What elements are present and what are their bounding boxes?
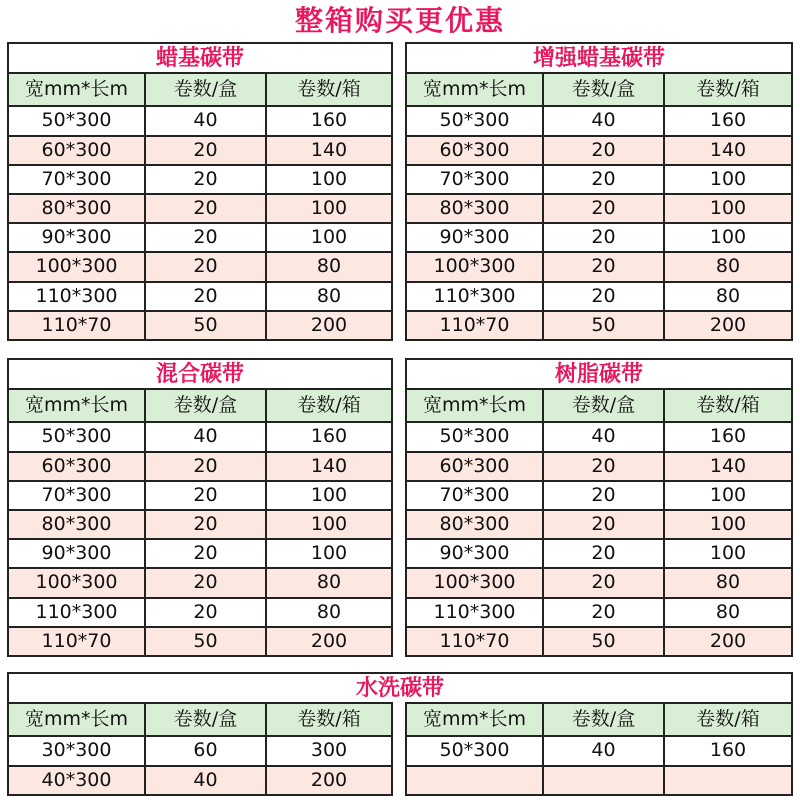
size-cell: 50*300 (8, 422, 145, 451)
table-row (406, 627, 792, 656)
per-carton-cell: 140 (266, 136, 392, 165)
table-row (406, 598, 792, 627)
table-row (406, 766, 792, 795)
size-cell: 100*300 (406, 252, 543, 281)
table-row (8, 766, 392, 795)
per-box-cell: 20 (145, 481, 266, 510)
column-header: 卷数/箱 (266, 73, 392, 106)
per-carton-cell: 160 (664, 736, 792, 765)
column-header: 卷数/盒 (145, 389, 266, 422)
size-cell: 40*300 (8, 766, 145, 795)
table-row (8, 568, 392, 597)
per-carton-cell: 100 (266, 481, 392, 510)
column-header: 宽mm*长m (406, 73, 543, 106)
spec-table (7, 388, 393, 657)
per-box-cell: 20 (145, 136, 266, 165)
per-carton-cell (664, 766, 792, 795)
size-cell: 70*300 (406, 165, 543, 194)
per-box-cell: 20 (543, 194, 664, 223)
per-carton-cell: 100 (664, 510, 792, 539)
table-row (406, 422, 792, 451)
table-row (406, 452, 792, 481)
size-cell: 80*300 (406, 194, 543, 223)
table-row (8, 452, 392, 481)
spec-table (405, 702, 793, 796)
table-row (8, 510, 392, 539)
per-box-cell: 20 (543, 223, 664, 252)
column-header: 宽mm*长m (406, 389, 543, 422)
per-carton-cell: 80 (266, 568, 392, 597)
size-cell: 30*300 (8, 736, 145, 765)
per-box-cell: 20 (543, 481, 664, 510)
per-carton-cell: 100 (664, 194, 792, 223)
page-title: 整箱购买更优惠 (294, 4, 505, 37)
per-carton-cell: 160 (664, 422, 792, 451)
per-box-cell: 20 (145, 223, 266, 252)
per-carton-cell: 140 (266, 452, 392, 481)
column-header: 宽mm*长m (406, 703, 543, 736)
per-box-cell: 20 (543, 568, 664, 597)
table-row (8, 223, 392, 252)
per-box-cell: 20 (543, 282, 664, 311)
per-carton-cell: 200 (664, 311, 792, 340)
table-row (406, 252, 792, 281)
column-header: 宽mm*长m (8, 703, 145, 736)
per-box-cell (543, 766, 664, 795)
per-carton-cell: 100 (266, 510, 392, 539)
table-row (8, 282, 392, 311)
section-title: 增强蜡基碳带 (405, 42, 793, 72)
per-carton-cell: 100 (664, 539, 792, 568)
table-row (8, 252, 392, 281)
per-carton-cell: 100 (664, 223, 792, 252)
spec-table (405, 72, 793, 341)
per-carton-cell: 100 (266, 194, 392, 223)
size-cell: 50*300 (406, 422, 543, 451)
size-cell: 80*300 (8, 194, 145, 223)
per-carton-cell: 160 (266, 106, 392, 135)
size-cell: 110*300 (406, 598, 543, 627)
table-row (406, 282, 792, 311)
per-carton-cell: 200 (266, 766, 392, 795)
column-header: 卷数/箱 (664, 703, 792, 736)
size-cell: 60*300 (8, 136, 145, 165)
per-box-cell: 20 (145, 282, 266, 311)
column-header: 卷数/箱 (266, 389, 392, 422)
per-box-cell: 20 (145, 539, 266, 568)
per-box-cell: 20 (145, 252, 266, 281)
per-carton-cell: 80 (266, 598, 392, 627)
section-wax (7, 42, 393, 341)
table-row (406, 106, 792, 135)
table-row (406, 481, 792, 510)
section-title: 蜡基碳带 (7, 42, 393, 72)
size-cell: 110*70 (8, 627, 145, 656)
size-cell: 70*300 (8, 481, 145, 510)
per-box-cell: 20 (145, 452, 266, 481)
column-header: 卷数/箱 (266, 703, 392, 736)
spec-table (405, 388, 793, 657)
per-box-cell: 20 (145, 194, 266, 223)
per-box-cell: 20 (543, 539, 664, 568)
size-cell: 110*300 (406, 282, 543, 311)
size-cell: 100*300 (8, 568, 145, 597)
size-cell: 50*300 (406, 106, 543, 135)
per-carton-cell: 80 (266, 252, 392, 281)
spec-table (7, 72, 393, 341)
per-box-cell: 40 (145, 106, 266, 135)
section-washable (7, 672, 793, 702)
per-box-cell: 20 (543, 136, 664, 165)
per-box-cell: 40 (145, 766, 266, 795)
table-row (8, 422, 392, 451)
size-cell: 110*70 (406, 627, 543, 656)
per-carton-cell: 80 (664, 598, 792, 627)
per-box-cell: 50 (145, 627, 266, 656)
per-carton-cell: 140 (664, 136, 792, 165)
table-row (406, 539, 792, 568)
size-cell: 100*300 (406, 568, 543, 597)
table-row (406, 568, 792, 597)
washable-right-table-wrap (405, 702, 793, 796)
table-header-row (406, 73, 792, 106)
section-title: 混合碳带 (7, 358, 393, 388)
table-row (8, 165, 392, 194)
table-row (8, 627, 392, 656)
per-carton-cell: 80 (664, 282, 792, 311)
column-header: 卷数/箱 (664, 389, 792, 422)
table-row (406, 136, 792, 165)
per-box-cell: 40 (543, 736, 664, 765)
per-box-cell: 20 (145, 598, 266, 627)
table-header-row (8, 389, 392, 422)
table-row (8, 136, 392, 165)
per-carton-cell: 80 (266, 282, 392, 311)
column-header: 卷数/盒 (543, 389, 664, 422)
size-cell: 100*300 (8, 252, 145, 281)
spec-table (7, 702, 393, 796)
washable-left-table-wrap (7, 702, 393, 796)
size-cell: 50*300 (8, 106, 145, 135)
size-cell: 110*70 (406, 311, 543, 340)
per-carton-cell: 100 (266, 223, 392, 252)
table-row (406, 311, 792, 340)
section-mixed (7, 358, 393, 657)
per-carton-cell: 300 (266, 736, 392, 765)
size-cell: 90*300 (8, 539, 145, 568)
size-cell: 90*300 (8, 223, 145, 252)
section-title: 水洗碳带 (7, 672, 793, 702)
size-cell: 80*300 (406, 510, 543, 539)
section-resin (405, 358, 793, 657)
table-row (406, 510, 792, 539)
size-cell: 70*300 (406, 481, 543, 510)
per-box-cell: 20 (543, 598, 664, 627)
per-carton-cell: 80 (664, 568, 792, 597)
size-cell: 110*300 (8, 598, 145, 627)
per-box-cell: 40 (543, 106, 664, 135)
per-carton-cell: 140 (664, 452, 792, 481)
size-cell: 70*300 (8, 165, 145, 194)
per-box-cell: 50 (543, 311, 664, 340)
column-header: 卷数/盒 (543, 73, 664, 106)
per-box-cell: 20 (145, 510, 266, 539)
per-box-cell: 20 (543, 165, 664, 194)
size-cell (406, 766, 543, 795)
table-row (8, 106, 392, 135)
size-cell: 110*300 (8, 282, 145, 311)
table-row (8, 481, 392, 510)
per-carton-cell: 160 (664, 106, 792, 135)
table-row (8, 311, 392, 340)
size-cell: 90*300 (406, 539, 543, 568)
column-header: 卷数/盒 (543, 703, 664, 736)
table-row (406, 736, 792, 765)
column-header: 宽mm*长m (8, 389, 145, 422)
column-header: 宽mm*长m (8, 73, 145, 106)
per-carton-cell: 160 (266, 422, 392, 451)
table-row (406, 223, 792, 252)
table-header-row (406, 703, 792, 736)
table-row (8, 736, 392, 765)
column-header: 卷数/箱 (664, 73, 792, 106)
column-header: 卷数/盒 (145, 73, 266, 106)
per-box-cell: 40 (543, 422, 664, 451)
table-row (406, 194, 792, 223)
per-box-cell: 20 (543, 510, 664, 539)
per-box-cell: 20 (543, 452, 664, 481)
per-box-cell: 50 (543, 627, 664, 656)
per-box-cell: 20 (145, 568, 266, 597)
per-carton-cell: 200 (266, 627, 392, 656)
table-header-row (8, 73, 392, 106)
size-cell: 90*300 (406, 223, 543, 252)
per-carton-cell: 200 (266, 311, 392, 340)
per-carton-cell: 80 (664, 252, 792, 281)
per-box-cell: 20 (543, 252, 664, 281)
section-title: 树脂碳带 (405, 358, 793, 388)
per-box-cell: 20 (145, 165, 266, 194)
size-cell: 110*70 (8, 311, 145, 340)
table-header-row (8, 703, 392, 736)
per-carton-cell: 100 (664, 165, 792, 194)
per-box-cell: 60 (145, 736, 266, 765)
per-carton-cell: 200 (664, 627, 792, 656)
section-enhanced-wax (405, 42, 793, 341)
column-header: 卷数/盒 (145, 703, 266, 736)
table-row (406, 165, 792, 194)
per-box-cell: 40 (145, 422, 266, 451)
table-header-row (406, 389, 792, 422)
size-cell: 60*300 (406, 452, 543, 481)
per-carton-cell: 100 (266, 539, 392, 568)
per-carton-cell: 100 (664, 481, 792, 510)
size-cell: 60*300 (406, 136, 543, 165)
per-box-cell: 50 (145, 311, 266, 340)
table-row (8, 539, 392, 568)
table-row (8, 194, 392, 223)
size-cell: 80*300 (8, 510, 145, 539)
per-carton-cell: 100 (266, 165, 392, 194)
size-cell: 50*300 (406, 736, 543, 765)
table-row (8, 598, 392, 627)
size-cell: 60*300 (8, 452, 145, 481)
